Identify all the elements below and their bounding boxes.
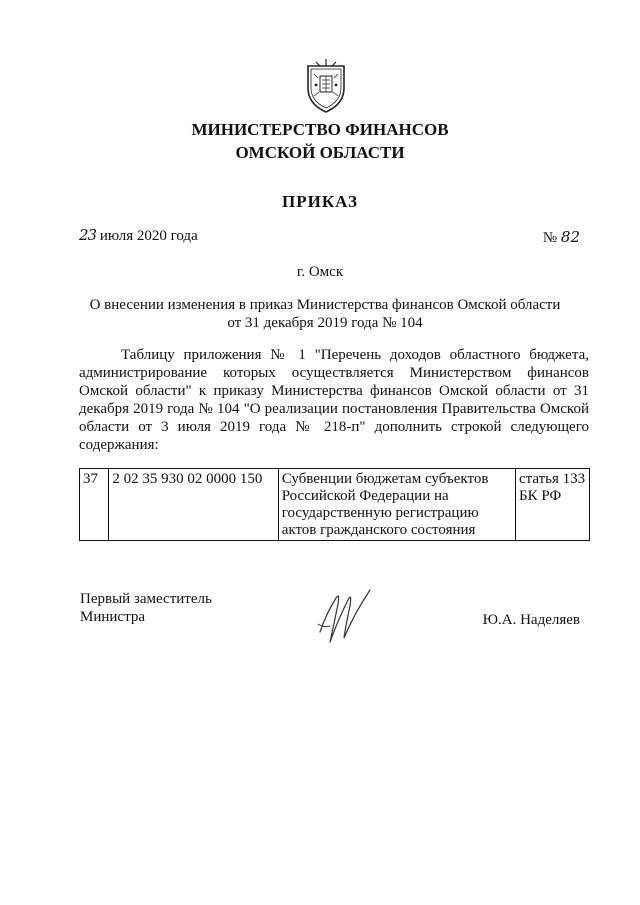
ministry-line-2: ОМСКОЙ ОБЛАСТИ bbox=[235, 143, 405, 162]
order-date-rest: июля 2020 года bbox=[96, 228, 198, 244]
subject-line-1: О внесении изменения в приказ Министерства финансов Омской области bbox=[89, 297, 561, 313]
order-title: ПРИКАЗ bbox=[282, 192, 358, 211]
order-number bbox=[543, 228, 580, 247]
table-row bbox=[80, 469, 590, 541]
order-number-label: № bbox=[542, 230, 561, 246]
body-paragraph bbox=[79, 346, 589, 454]
ministry-name bbox=[0, 118, 640, 164]
signatory-name: Ю.А. Наделяев bbox=[482, 612, 580, 628]
order-subject bbox=[60, 296, 590, 332]
coat-of-arms-emblem bbox=[302, 58, 350, 114]
city: г. Омск bbox=[296, 264, 344, 280]
cell-number: 37 bbox=[80, 469, 109, 541]
order-date bbox=[79, 226, 198, 245]
position-line-1: Первый заместитель bbox=[80, 591, 212, 607]
body-paragraph-text: Таблицу приложения № 1 "Перечень доходов областного бюджета, администрирование которых осуществляется Министерством финансов Омской области" к приказу Министерства финансов Омской области от 31 декабря 2019 года № 104 "О реализации постановления Правительства Омской области от 3 июля 2019 года № 218-п" дополнить строкой следующего содержания: bbox=[79, 347, 589, 453]
cell-description: Субвенции бюджетам субъектов Российской Федерации на государственную регистрацию актов гражданского состояния bbox=[278, 469, 515, 541]
subject-line-2: от 31 декабря 2019 года № 104 bbox=[227, 315, 423, 331]
income-table bbox=[79, 468, 590, 541]
cell-reference: статья 133 БК РФ bbox=[515, 469, 589, 541]
ministry-line-1: МИНИСТЕРСТВО ФИНАНСОВ bbox=[191, 120, 449, 139]
position-line-2: Министра bbox=[80, 609, 145, 625]
handwritten-signature bbox=[316, 584, 374, 646]
signatory-position bbox=[80, 590, 212, 626]
cell-code: 2 02 35 930 02 0000 150 bbox=[109, 469, 278, 541]
order-date-day: 23 bbox=[79, 226, 97, 244]
order-number-value: 82 bbox=[560, 228, 580, 246]
